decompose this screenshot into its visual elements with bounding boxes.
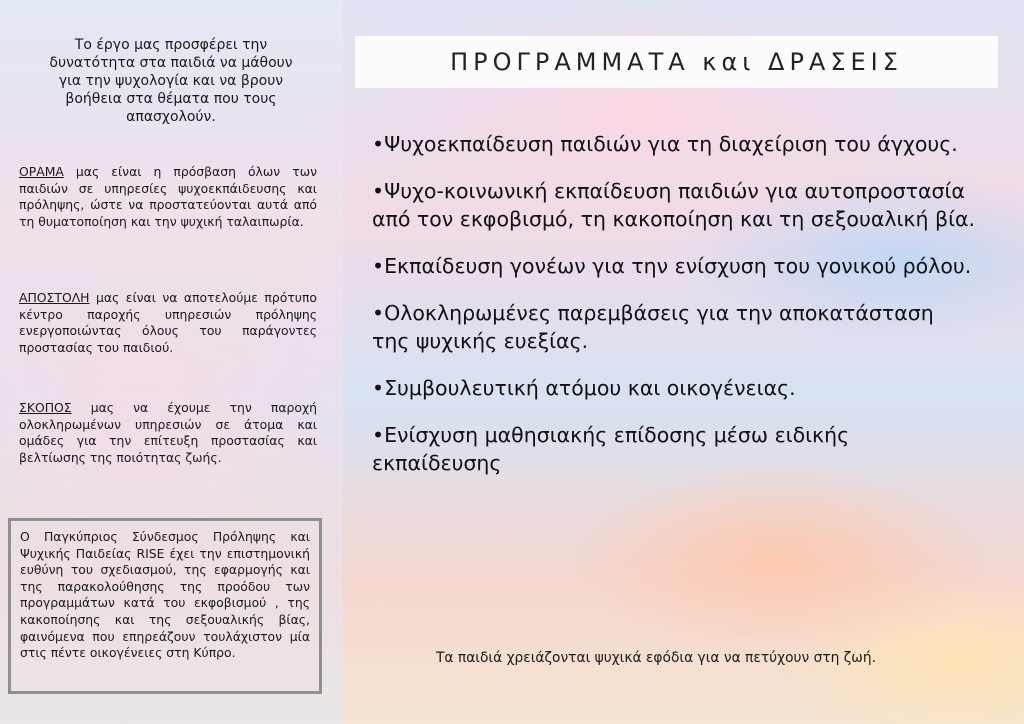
left-panel (0, 0, 343, 724)
intro-text: Το έργο μας προσφέρει την δυνατότητα στα παιδιά να μάθουν για την ψυχολογία και να βρουν βοήθεια στα θέματα που τους απασχολούν. (49, 37, 293, 125)
program-item: •Ψυχο-κοινωνική εκπαίδευση παιδιών για αυτοπροστασία από τον εκφοβισμό, τη κακοποίηση και τη σεξουαλική βία. (372, 179, 976, 231)
program-item: •Ολοκληρωμένες παρεμβάσεις για την αποκατάσταση της ψυχικής ευεξίας. (372, 301, 934, 353)
program-item: •Ψυχοεκπαίδευση παιδιών για τη διαχείριση του άγχους. (372, 132, 958, 156)
goal-label: ΣΚΟΠΟΣ (19, 400, 72, 415)
rise-info-box (8, 518, 322, 694)
mission-paragraph (19, 290, 317, 356)
programs-list (372, 130, 977, 496)
mission-text: μας είναι να αποτελούμε πρότυπο κέντρο παροχής υπηρεσιών πρόληψης ενεργοποιώντας όλους του παράγοντες προστασίας του παιδιού. (19, 290, 317, 355)
vision-label: ΟΡΑΜΑ (19, 164, 64, 179)
page-title-box (355, 36, 998, 88)
footer-slogan: Τα παιδιά χρειάζονται ψυχικά εφόδια για να πετύχουν στη ζωή. (436, 650, 876, 666)
vision-text: μας είναι η πρόσβαση όλων των παιδιών σε υπηρεσίες ψυχοεκπάιδευσης και πρόληψης, ώστε να προστατεύονται αυτά από τη θυματοποίηση και την ψυχική ταλαιπωρία. (19, 164, 317, 229)
program-item: •Συμβουλευτική ατόμου και οικογένειας. (372, 376, 796, 400)
mission-label: ΑΠΟΣΤΟΛΗ (19, 290, 90, 305)
goal-text: μας να έχουμε την παροχή ολοκληρωμένων υπηρεσιών σε άτομα και ομάδες για την επίτευξη προστασίας και βελτίωσης της ποιότητας ζωής. (19, 400, 317, 465)
rise-info-text: Ο Παγκύπριος Σύνδεσμος Πρόληψης και Ψυχικής Παιδείας RISE έχει την επιστημονική ευθύνη του σχεδιασμού, της εφαρμογής και της παρακολούθησης της προόδου των προγραμμάτων κατά του εκφοβισμού , της κακοποίησης και της σεξουαλικής βίας, φαινόμενα που επηρεάζουν τουλάχιστον μία στις πέντε οικογένειες στη Κύπρο. (20, 529, 310, 661)
goal-paragraph (19, 400, 317, 466)
program-item: •Εκπαίδευση γονέων για την ενίσχυση του γονικού ρόλου. (372, 254, 972, 278)
page-title: ΠΡΟΓΡΑΜΜΑΤΑ και ΔΡΑΣΕΙΣ (450, 48, 903, 76)
program-item: •Ενίσχυση μαθησιακής επίδοσης μέσω ειδικής εκπαίδευσης (372, 423, 850, 475)
vision-paragraph (19, 164, 317, 230)
